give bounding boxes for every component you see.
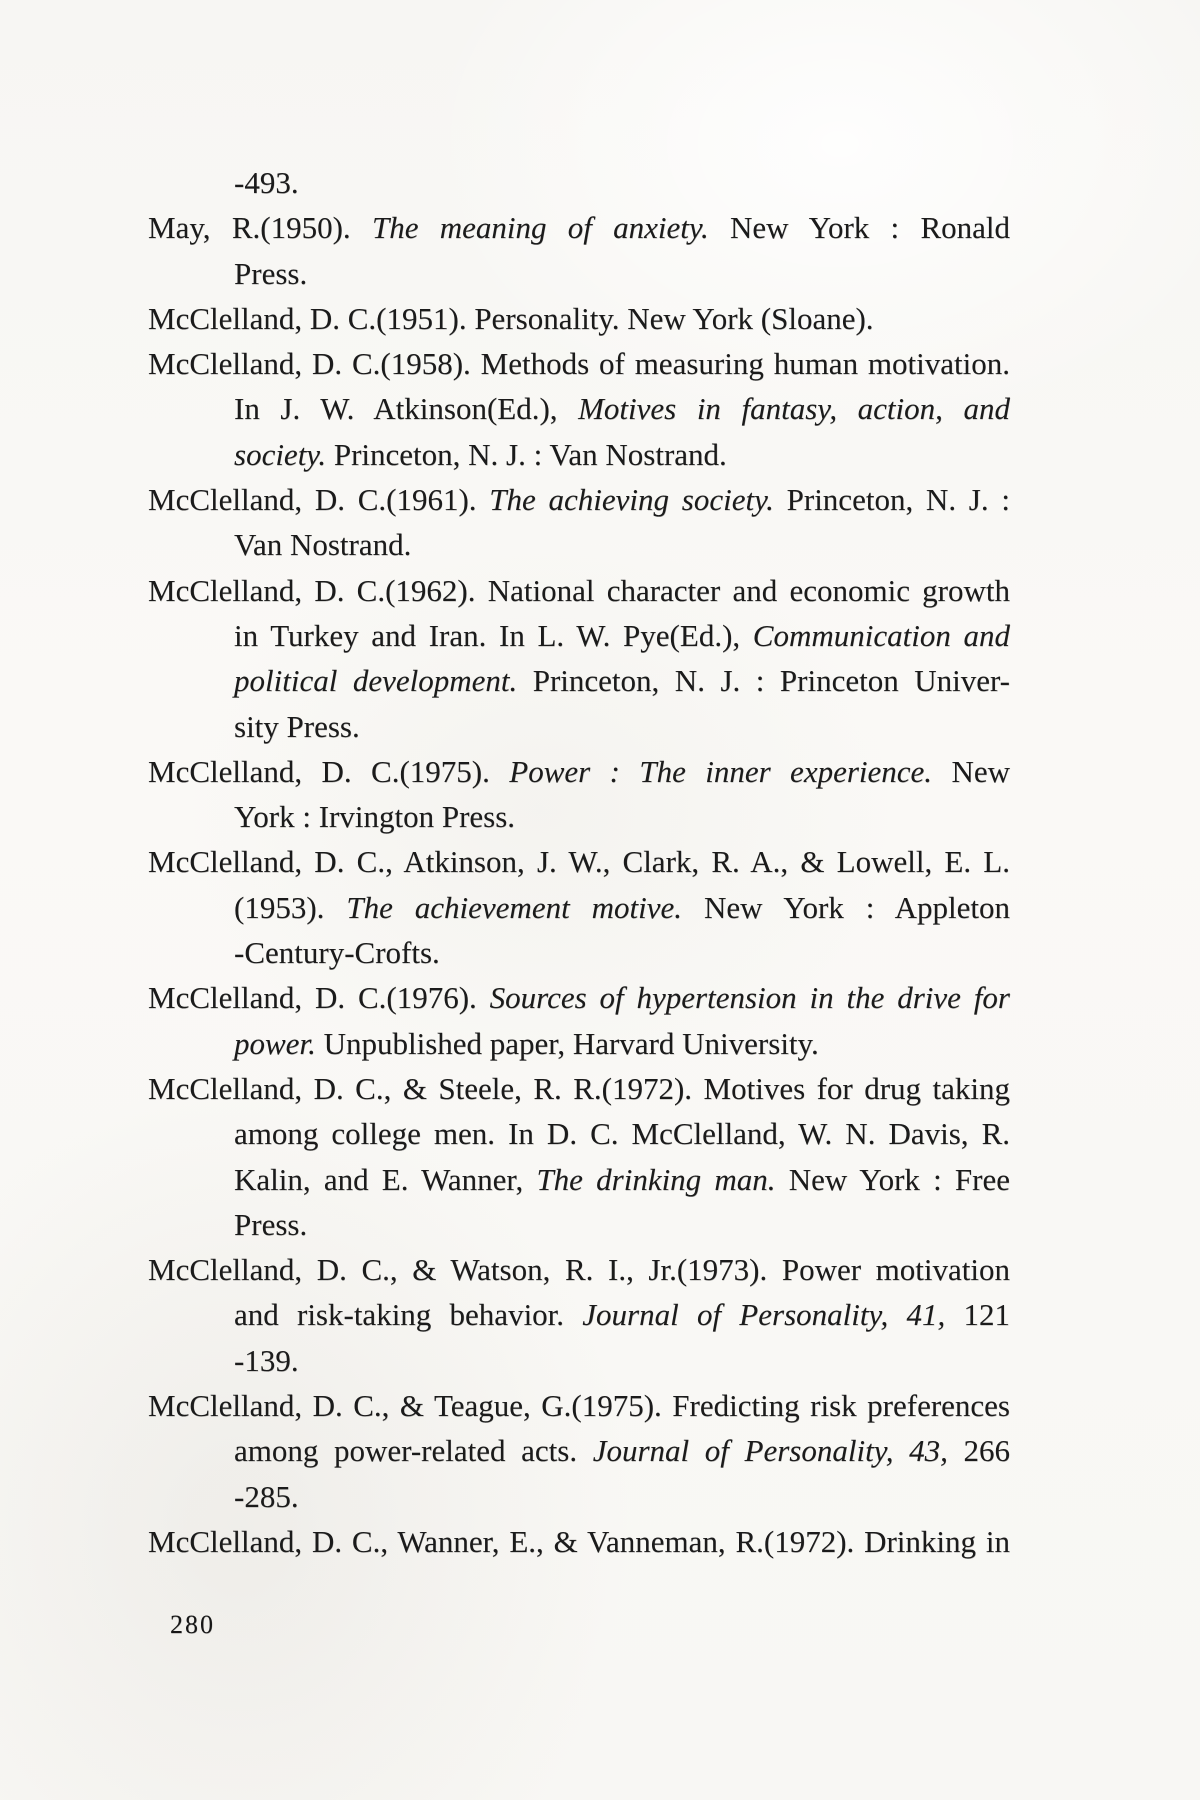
- reference-line: [148, 794, 1010, 839]
- citation-title-segment: The drinking man.: [536, 1161, 776, 1197]
- reference-line: [148, 975, 1010, 1020]
- reference-line: [148, 704, 1010, 749]
- citation-text-segment: McClelland, D. C., Atkinson, J. W., Clark, R. A., & Lowell, E. L.: [148, 844, 1010, 880]
- references-list: [148, 160, 1010, 1564]
- citation-text-segment: In J. W. Atkinson(Ed.),: [234, 391, 579, 427]
- citation-title-segment: The meaning of anxiety.: [371, 210, 709, 246]
- reference-line: [148, 1202, 1010, 1247]
- reference-line: [148, 296, 1010, 341]
- reference-line: [148, 1066, 1010, 1111]
- citation-text-segment: New York : Appleton: [682, 889, 1011, 925]
- citation-text-segment: McClelland, D. C.(1962). National character and economic growth: [148, 572, 1010, 608]
- citation-text-segment: McClelland, D. C., & Teague, G.(1975). Fredicting risk preferences: [148, 1388, 1010, 1424]
- citation-title-segment: Communication and: [752, 617, 1010, 653]
- citation-text-segment: McClelland, D. C., & Watson, R. I., Jr.(1973). Power motivation: [148, 1252, 1010, 1288]
- page-number: 280: [170, 1610, 215, 1639]
- reference-line: [148, 1157, 1010, 1202]
- citation-title-segment: political development.: [234, 663, 518, 699]
- citation-text-segment: McClelland, D. C.(1975).: [148, 753, 510, 789]
- citation-title-segment: power.: [234, 1025, 316, 1061]
- reference-line: [148, 1292, 1010, 1337]
- citation-title-segment: Journal of Personality, 41,: [582, 1297, 946, 1333]
- citation-text-segment: McClelland, D. C.(1951). Personality. New York (Sloane).: [148, 300, 874, 336]
- citation-title-segment: Power : The inner experience.: [509, 753, 933, 789]
- citation-text-segment: 266: [947, 1433, 1011, 1469]
- reference-line: [148, 160, 1010, 205]
- citation-text-segment: Kalin, and E. Wanner,: [234, 1161, 537, 1197]
- citation-title-segment: Motives in fantasy, action, and: [578, 391, 1010, 427]
- citation-text-segment: Princeton, N. J. :: [773, 482, 1010, 518]
- citation-text-segment: Press.: [234, 1206, 308, 1242]
- reference-line: [148, 1474, 1010, 1519]
- reference-line: [148, 251, 1010, 296]
- reference-line: [148, 568, 1010, 613]
- reference-line: [148, 386, 1010, 431]
- citation-text-segment: New York : Free: [775, 1161, 1011, 1197]
- citation-text-segment: -493.: [234, 165, 299, 200]
- reference-line: [148, 930, 1010, 975]
- citation-text-segment: 121: [945, 1297, 1011, 1333]
- reference-line: [148, 477, 1010, 522]
- citation-text-segment: McClelland, D. C., Wanner, E., & Vanneman, R.(1972). Drinking in: [148, 1523, 1010, 1559]
- citation-text-segment: McClelland, D. C., & Steele, R. R.(1972). Motives for drug taking: [148, 1070, 1010, 1106]
- reference-line: [148, 1338, 1010, 1383]
- citation-text-segment: McClelland, D. C.(1958). Methods of measuring human motivation.: [148, 346, 1010, 382]
- citation-text-segment: Van Nostrand.: [234, 527, 412, 563]
- citation-text-segment: New: [932, 753, 1010, 789]
- citation-text-segment: and risk-taking behavior.: [234, 1297, 583, 1333]
- citation-text-segment: Press.: [234, 255, 308, 291]
- citation-title-segment: The achievement motive.: [346, 889, 683, 925]
- citation-text-segment: McClelland, D. C.(1976).: [148, 980, 490, 1016]
- citation-text-segment: -Century-Crofts.: [234, 935, 440, 971]
- reference-line: [148, 522, 1010, 567]
- reference-line: [148, 1111, 1010, 1156]
- reference-line: [148, 1428, 1010, 1473]
- citation-text-segment: May, R.(1950).: [148, 210, 372, 246]
- reference-line: [148, 658, 1010, 703]
- citation-text-segment: Unpublished paper, Harvard University.: [315, 1025, 819, 1061]
- citation-text-segment: Princeton, N. J. : Van Nostrand.: [326, 436, 727, 472]
- reference-line: [148, 749, 1010, 794]
- reference-line: [148, 1247, 1010, 1292]
- reference-line: [148, 839, 1010, 884]
- citation-text-segment: York : Irvington Press.: [234, 799, 516, 835]
- citation-text-segment: among college men. In D. C. McClelland, W. N. Davis, R.: [234, 1116, 1010, 1152]
- citation-text-segment: among power-related acts.: [234, 1433, 593, 1469]
- reference-line: [148, 341, 1010, 386]
- citation-title-segment: society.: [234, 436, 327, 472]
- citation-text-segment: New York : Ronald: [708, 210, 1010, 246]
- reference-line: [148, 1021, 1010, 1066]
- citation-text-segment: (1953).: [234, 889, 347, 925]
- citation-text-segment: in Turkey and Iran. In L. W. Pye(Ed.),: [234, 617, 753, 653]
- citation-title-segment: The achieving society.: [489, 482, 774, 518]
- citation-text-segment: -285.: [234, 1478, 299, 1514]
- reference-line: [148, 613, 1010, 658]
- reference-line: [148, 432, 1010, 477]
- citation-title-segment: Sources of hypertension in the drive for: [489, 980, 1010, 1016]
- citation-text-segment: McClelland, D. C.(1961).: [148, 482, 490, 518]
- citation-text-segment: sity Press.: [234, 708, 360, 744]
- reference-line: [148, 205, 1010, 250]
- citation-text-segment: -139.: [234, 1342, 299, 1378]
- citation-title-segment: Journal of Personality, 43,: [592, 1433, 948, 1469]
- reference-line: [148, 885, 1010, 930]
- reference-line: [148, 1383, 1010, 1428]
- citation-text-segment: Princeton, N. J. : Princeton Univer-: [517, 663, 1010, 699]
- reference-line: [148, 1519, 1010, 1564]
